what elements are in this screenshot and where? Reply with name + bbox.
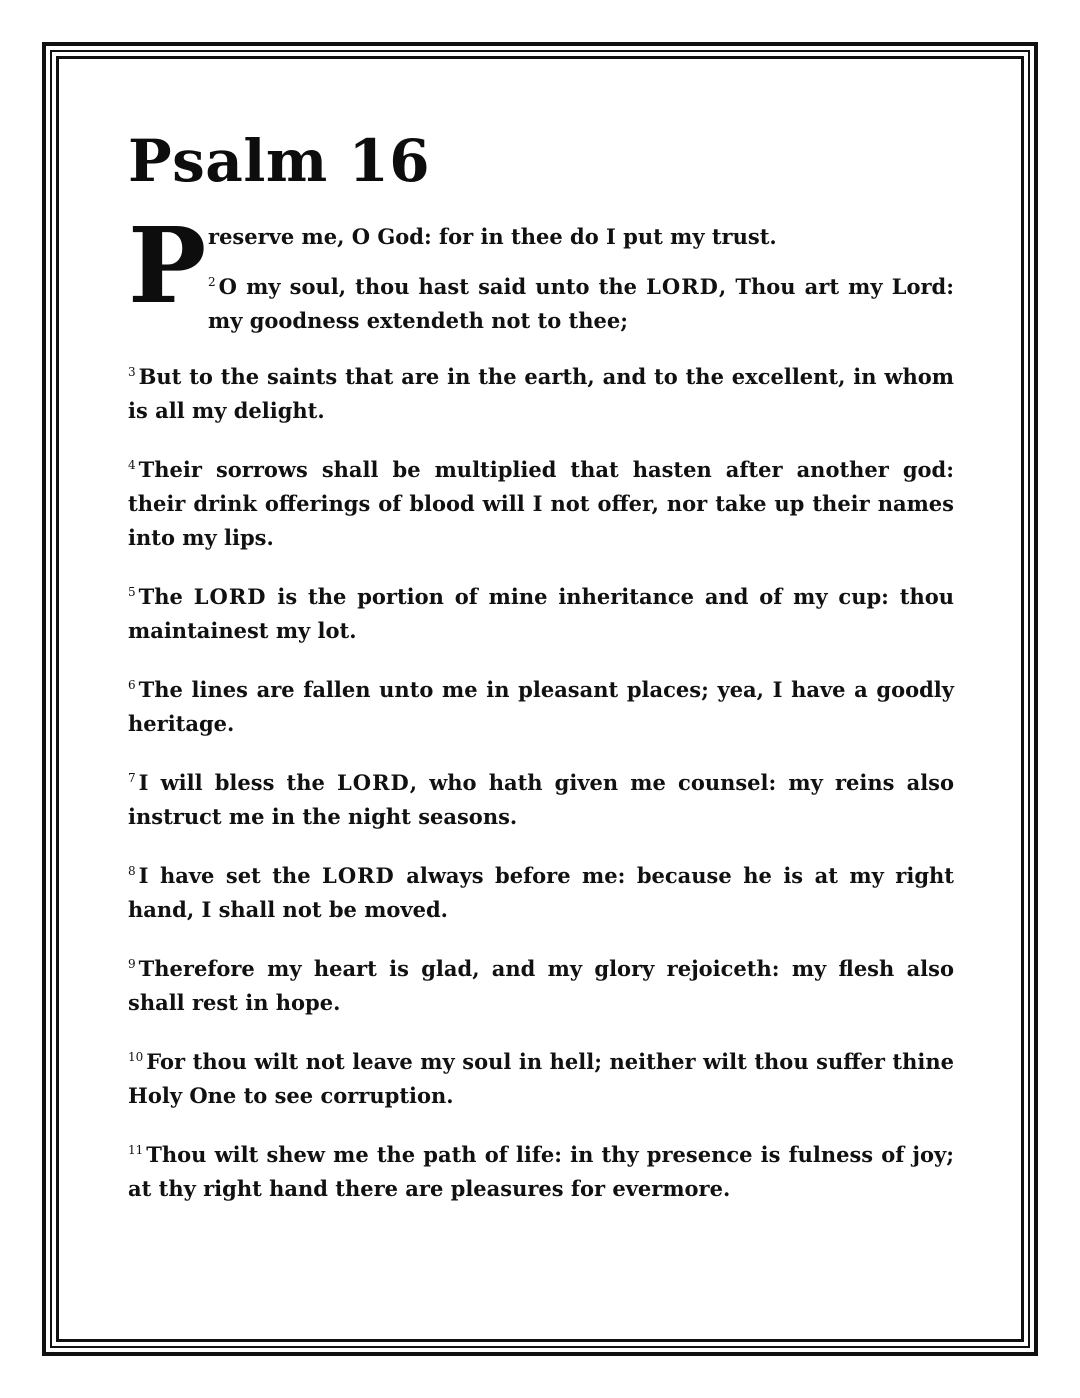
verse-10 — [128, 1045, 954, 1113]
verse-number: 5 — [128, 584, 136, 599]
verse-2-text-b: , Thou art my Lord: my goodness extendeth not to thee; — [208, 273, 954, 333]
verse-number: 4 — [128, 457, 136, 472]
verse-1 — [128, 203, 954, 338]
verse-8 — [128, 859, 954, 927]
verse-8-text-b: always before me: because he is at my right hand, I shall not be moved. — [128, 862, 954, 922]
verse-9-text: Therefore my heart is glad, and my glory rejoiceth: my flesh also shall rest in hope. — [128, 955, 954, 1015]
verse-number: 11 — [128, 1142, 144, 1157]
verse-number: 3 — [128, 364, 136, 379]
verse-7 — [128, 766, 954, 834]
verse-number: 10 — [128, 1049, 144, 1064]
drop-cap: P — [128, 203, 207, 327]
verse-2-text-a: O my soul, thou hast said unto the — [218, 273, 647, 299]
verse-10-text: For thou wilt not leave my soul in hell; neither wilt thou suffer thine Holy One to see corruption. — [128, 1048, 954, 1108]
page-title: Psalm 16 — [128, 127, 431, 195]
lord-smallcaps: LORD — [193, 583, 267, 609]
verse-2 — [208, 270, 954, 338]
verse-4 — [128, 453, 954, 555]
psalm-content — [128, 127, 955, 1231]
verse-3-text: But to the saints that are in the earth, and to the excellent, in whom is all my delight. — [128, 363, 954, 423]
verse-number: 9 — [128, 956, 136, 971]
verse-11 — [128, 1138, 954, 1206]
verse-1-text: reserve me, O God: for in thee do I put my trust. — [208, 223, 777, 249]
verse-number: 6 — [128, 677, 136, 692]
verse-4-text: Their sorrows shall be multiplied that hasten after another god: their drink offerings of blood will I not offer, nor take up their names into my lips. — [128, 456, 954, 550]
verse-8-text-a: I have set the — [138, 862, 323, 888]
verse-number: 7 — [128, 770, 136, 785]
verse-5-text-b: is the portion of mine inheritance and of my cup: thou maintainest my lot. — [128, 583, 954, 643]
verse-number: 2 — [208, 274, 216, 289]
verse-9 — [128, 952, 954, 1020]
verse-7-text-a: I will bless the — [138, 769, 338, 795]
verse-11-text: Thou wilt shew me the path of life: in thy presence is fulness of joy; at thy right hand there are pleasures for evermore. — [128, 1141, 954, 1201]
verse-6-text: The lines are fallen unto me in pleasant places; yea, I have a goodly heritage. — [128, 676, 954, 736]
lord-smallcaps: LORD — [322, 862, 395, 888]
verse-5 — [128, 580, 954, 648]
verse-6 — [128, 673, 954, 741]
verse-7-text-b: , who hath given me counsel: my reins also instruct me in the night seasons. — [128, 769, 955, 829]
verse-5-text-a: The — [138, 583, 194, 609]
verse-3 — [128, 360, 954, 428]
verse-number: 8 — [128, 863, 136, 878]
lord-smallcaps: LORD — [646, 273, 719, 299]
lord-smallcaps: LORD — [337, 769, 410, 795]
